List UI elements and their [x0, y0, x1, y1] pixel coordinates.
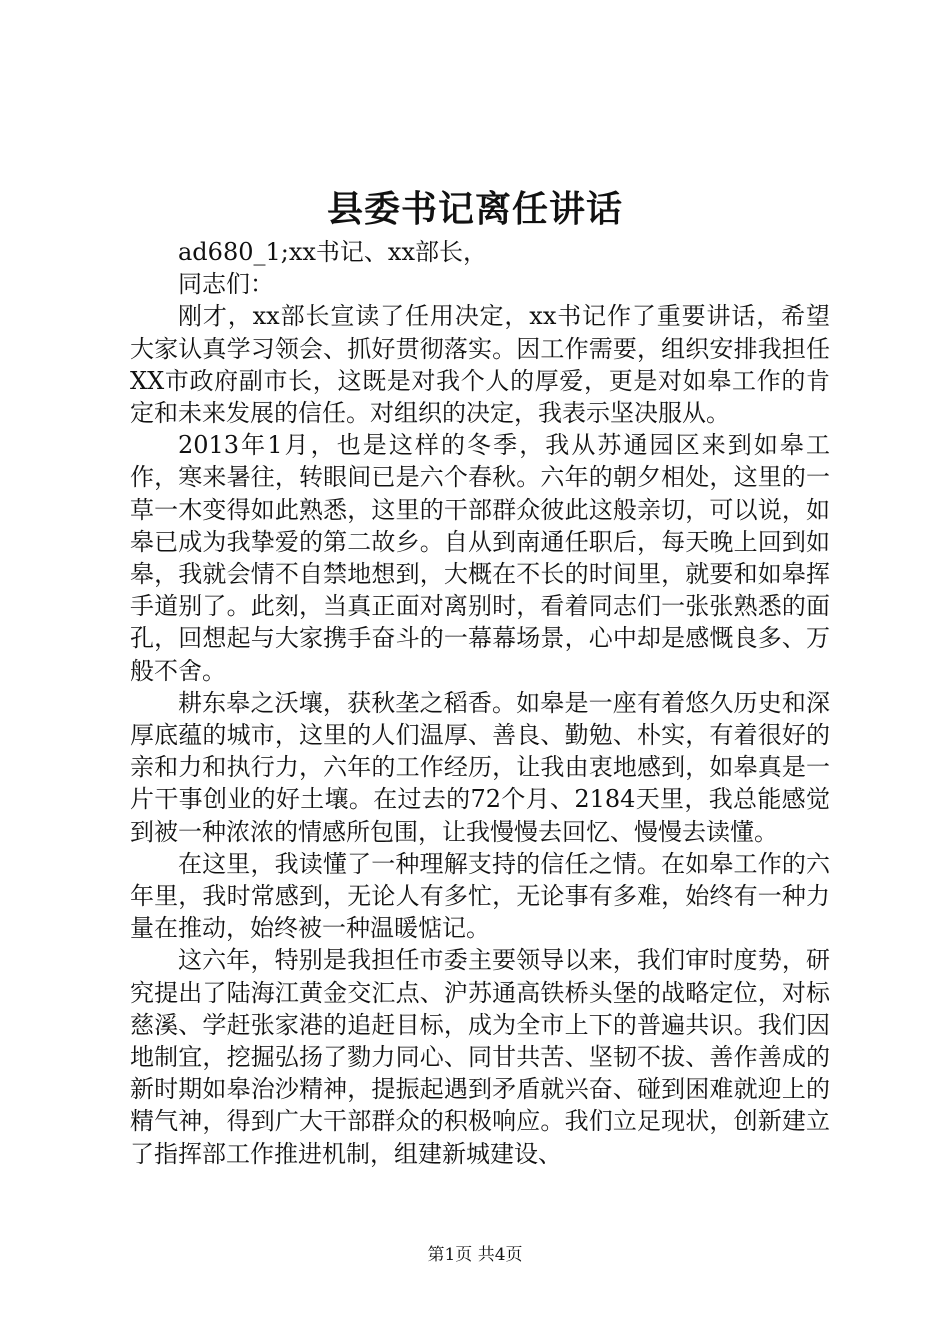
- body-paragraph: 刚才，xx部长宣读了任用决定，xx书记作了重要讲话，希望大家认真学习领会、抓好贯彻落实。因工作需要，组织安排我担任XX市政府副市长，这既是对我个人的厚爱，更是对如皋工作的肯定和未来发展的信任。对组织的决定，我表示坚决服从。: [130, 302, 830, 428]
- body-paragraph: 2013年1月，也是这样的冬季，我从苏通园区来到如皋工作，寒来暑往，转眼间已是六个春秋。六年的朝夕相处，这里的一草一木变得如此熟悉，这里的干部群众彼此这般亲切，可以说，如皋已成为我挚爱的第二故乡。自从到南通任职后，每天晚上回到如皋，我就会情不自禁地想到，大概在不长的时间里，就要和如皋挥手道别了。此刻，当真正面对离别时，看着同志们一张张熟悉的面孔，回想起与大家携手奋斗的一幕幕场景，心中却是感慨良多、万般不舍。: [130, 431, 830, 685]
- salutation-line: ad680_1;xx书记、xx部长，: [178, 238, 487, 266]
- greeting-line: 同志们：: [178, 270, 274, 299]
- document-title: 县委书记离任讲话: [326, 188, 623, 230]
- body-paragraph: 这六年，特别是我担任市委主要领导以来，我们审时度势，研究提出了陆海江黄金交汇点、沪苏通高铁桥头堡的战略定位，对标慈溪、学赶张家港的追赶目标，成为全市上下的普遍共识。我们因地制宜，挖掘弘扬了勠力同心、同甘共苦、坚韧不拔、善作善成的新时期如皋治沙精神，提振起遇到矛盾就兴奋、碰到困难就迎上的精气神，得到广大干部群众的积极响应。我们立足现状，创新建立了指挥部工作推进机制，组建新城建设、: [130, 946, 830, 1168]
- body-paragraph: 在这里，我读懂了一种理解支持的信任之情。在如皋工作的六年里，我时常感到，无论人有多忙，无论事有多难，始终有一种力量在推动，始终被一种温暖惦记。: [130, 849, 830, 943]
- page-number-footer: 第1页 共4页: [427, 1245, 523, 1265]
- body-paragraph: 耕东皋之沃壤，获秋垄之稻香。如皋是一座有着悠久历史和深厚底蕴的城市，这里的人们温厚、善良、勤勉、朴实，有着很好的亲和力和执行力，六年的工作经历，让我由衷地感到，如皋真是一片干事创业的好土壤。在过去的72个月、2184天里，我总能感觉到被一种浓浓的情感所包围，让我慢慢去回忆、慢慢去读懂。: [130, 688, 830, 846]
- document-body: [130, 236, 830, 1170]
